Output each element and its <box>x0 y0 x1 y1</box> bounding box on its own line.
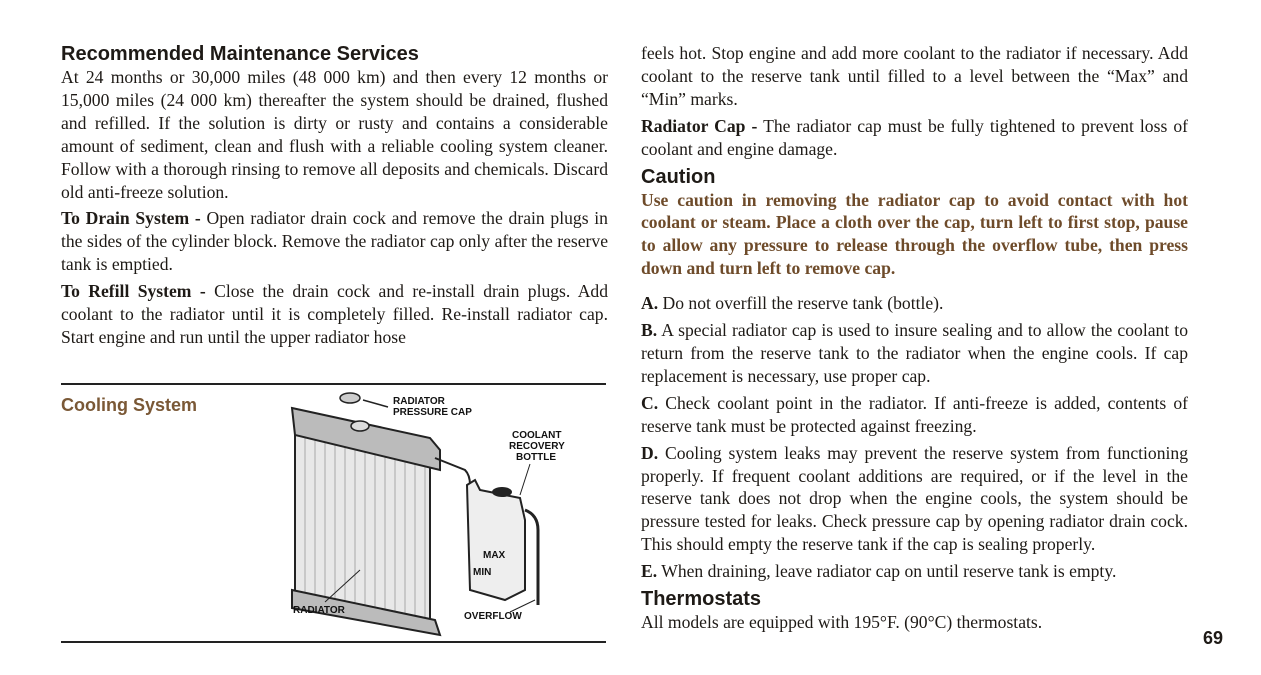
thermostats-heading: Thermostats <box>641 588 762 611</box>
continued-paragraph: feels hot. Stop engine and add more coolant to the radiator if necessary. Add coolant to the reserve tank until filled to a level between the “Max” and “Min” marks. <box>641 43 1188 109</box>
drain-paragraph <box>61 207 608 276</box>
item-b <box>641 319 1188 388</box>
refill-paragraph <box>61 280 608 349</box>
item-letter: A. <box>641 293 659 314</box>
radiator-cap-lead: Radiator Cap - <box>641 115 758 136</box>
item-letter: B. <box>641 320 658 341</box>
item-text: Check coolant point in the radiator. If anti-freeze is added, contents of reserve tank must be protected against freezing. <box>641 392 1188 436</box>
item-text: A special radiator cap is used to insure sealing and to allow the coolant to return from the reserve tank to the radiator when the engine cools. If cap replacement is necessary, use proper cap. <box>641 320 1188 386</box>
item-letter: E. <box>641 561 658 582</box>
item-letter: D. <box>641 442 659 463</box>
item-text: Cooling system leaks may prevent the reserve system from functioning properly. If frequent coolant additions are required, or if the level in the reserve tank does not drop when the engine cools, the system should be pressure tested for leaks. Check pressure cap by opening radiator drain cock. This should empty the reserve tank if the cap is sealing properly. <box>641 442 1188 555</box>
recovery-bottle-illustration <box>467 480 538 605</box>
left-column <box>61 42 608 353</box>
item-e <box>641 560 1188 583</box>
figure-bottom-rule <box>61 641 606 643</box>
thermostats-text: All models are equipped with 195°F. (90°C) thermostats. <box>641 612 1043 633</box>
drain-lead: To Drain System - <box>61 208 201 229</box>
maintenance-heading: Recommended Maintenance Services <box>61 43 419 65</box>
maintenance-paragraph: At 24 months or 30,000 miles (48 000 km) and then every 12 months or 15,000 miles (24 000 km) thereafter the system should be drained, flushed and refilled. If the solution is dirty or rusty and contains a considerable amount of sediment, clean and flush with a reliable cooling system cleaner. Follow with a thorough rinsing to remove all deposits and chemicals. Discard old anti-freeze solution. <box>61 67 608 202</box>
item-text: Do not overfill the reserve tank (bottle). <box>658 293 944 314</box>
cooling-system-diagram <box>280 390 610 640</box>
label-overflow: OVERFLOW <box>464 611 522 622</box>
page-number: 69 <box>1203 628 1224 648</box>
label-bottle-3: BOTTLE <box>516 452 556 463</box>
min-mark: MIN <box>473 567 492 578</box>
drain-text: Open radiator drain cock and remove the drain plugs in the sides of the cylinder block. Remove the radiator cap only after the reserve tank is emptied. <box>61 208 608 275</box>
refill-text: Close the drain cock and re-install drain plugs. Add coolant to the radiator until it is completely filled. Re-install radiator cap. Start engine and run until the upper radiator hose <box>61 281 609 347</box>
item-c <box>641 392 1188 438</box>
refill-lead: To Refill System - <box>61 281 206 302</box>
item-letter: C. <box>641 392 659 413</box>
radiator-cap-paragraph <box>641 115 1188 161</box>
item-text: When draining, leave radiator cap on until reserve tank is empty. <box>657 561 1117 582</box>
item-d <box>641 442 1188 557</box>
max-mark: MAX <box>483 550 506 561</box>
caution-heading: Caution <box>641 165 716 188</box>
label-radiator-cap-1: RADIATOR <box>393 396 445 407</box>
label-bottle-2: RECOVERY <box>509 441 565 452</box>
item-a <box>641 292 1188 315</box>
caution-text: Use caution in removing the radiator cap to avoid contact with hot coolant or steam. Place a cloth over the cap, turn left to first stop, pause to allow any pressure to release through the overflow tube, then press down and turn left to remove cap. <box>641 189 1188 279</box>
radiator-illustration <box>292 393 470 635</box>
radiator-cap-text: The radiator cap must be fully tightened to prevent loss of coolant and engine damage. <box>641 115 1188 159</box>
label-radiator: RADIATOR <box>293 605 345 616</box>
figure-top-rule <box>61 383 606 385</box>
label-bottle-1: COOLANT <box>512 430 562 441</box>
label-radiator-cap-2: PRESSURE CAP <box>393 407 472 418</box>
right-column <box>641 42 1188 638</box>
figure-title: Cooling System <box>61 395 198 415</box>
